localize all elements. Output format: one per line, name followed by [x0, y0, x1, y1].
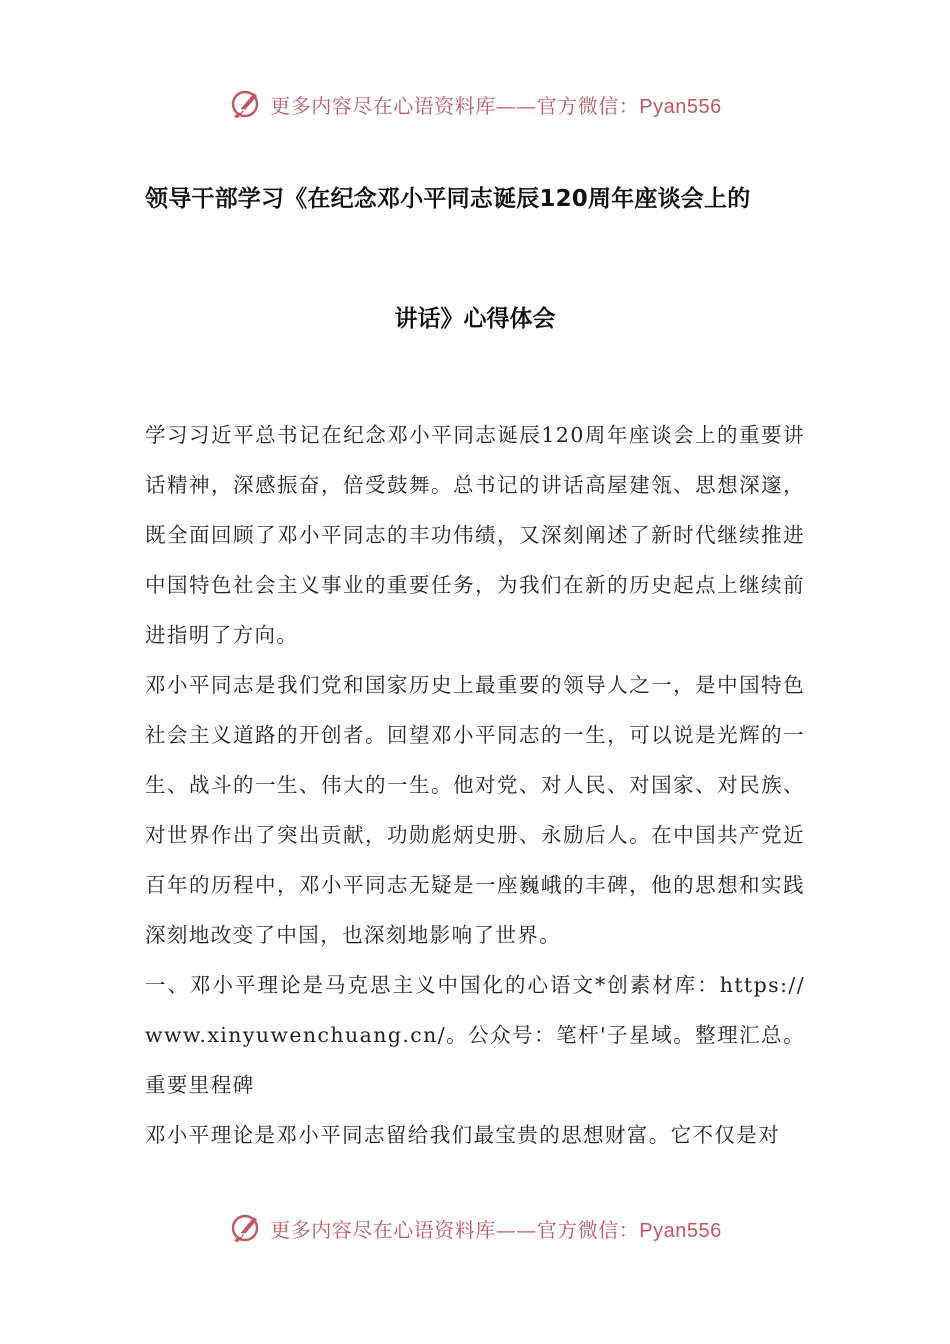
banner-wechat-account: Pyan556 — [639, 95, 722, 118]
banner-separator: —— — [495, 1217, 537, 1242]
paragraph-section-one-heading: 一、邓小平理论是马克思主义中国化的心语文*创素材库：https://www.xinyuwenchuang.cn/。公众号：笔杆'子星域。整理汇总。重要里程碑 — [145, 973, 805, 1097]
banner-wechat-label: 官方微信： — [536, 1217, 640, 1242]
document-body — [145, 410, 805, 1160]
quill-pen-logo-icon — [228, 1211, 262, 1245]
header-watermark-banner — [0, 84, 950, 124]
footer-watermark-banner — [0, 1208, 950, 1248]
banner-separator: —— — [495, 93, 537, 118]
banner-wechat-label: 官方微信： — [536, 93, 640, 118]
document-title-line-1: 领导干部学习《在纪念邓小平同志诞辰120周年座谈会上的 — [145, 186, 751, 212]
banner-site-text: 更多内容尽在心语资料库 — [270, 1217, 496, 1242]
paragraph-deng-theory: 邓小平理论是邓小平同志留给我们最宝贵的思想财富。它不仅是对 — [145, 1123, 781, 1147]
paragraph-intro: 学习习近平总书记在纪念邓小平同志诞辰120周年座谈会上的重要讲话精神，深感振奋，倍受鼓舞。总书记的讲话高屋建瓴、思想深邃，既全面回顾了邓小平同志的丰功伟绩，又深刻阐述了新时代继续推进中国特色社会主义事业的重要任务，为我们在新的历史起点上继续前进指明了方向。 — [145, 423, 805, 647]
banner-text — [270, 90, 721, 119]
document-title-line-2: 讲话》心得体会 — [394, 306, 556, 332]
quill-pen-logo-icon — [228, 87, 262, 121]
banner-wechat-account: Pyan556 — [639, 1219, 722, 1242]
paragraph-deng-biography: 邓小平同志是我们党和国家历史上最重要的领导人之一，是中国特色社会主义道路的开创者。回望邓小平同志的一生，可以说是光辉的一生、战斗的一生、伟大的一生。他对党、对人民、对国家、对民族、对世界作出了突出贡献，功勋彪炳史册、永励后人。在中国共产党近百年的历程中，邓小平同志无疑是一座巍峨的丰碑，他的思想和实践深刻地改变了中国，也深刻地影响了世界。 — [145, 673, 805, 947]
banner-site-text: 更多内容尽在心语资料库 — [270, 93, 496, 118]
banner-text — [270, 1214, 721, 1243]
